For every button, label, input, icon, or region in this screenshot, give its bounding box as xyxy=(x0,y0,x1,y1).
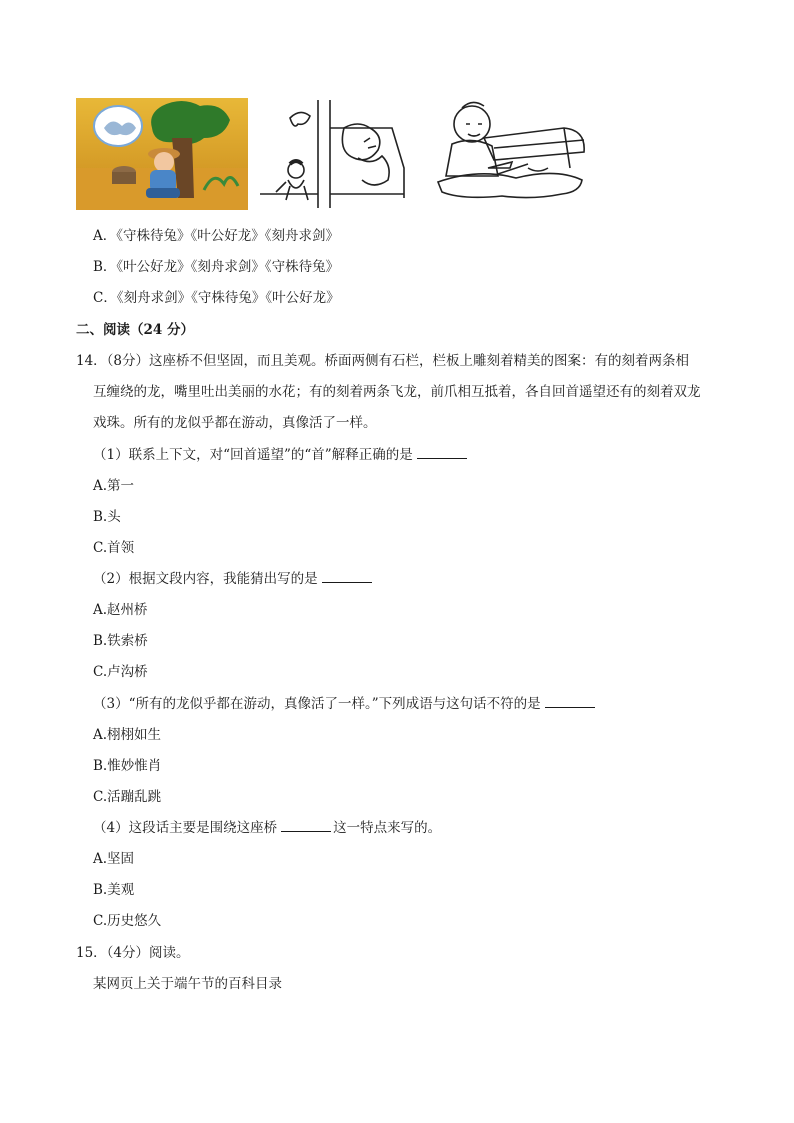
q14-sub4-option-c: C.历史悠久 xyxy=(93,913,162,929)
q14-sub4-option-a: A.坚固 xyxy=(93,851,135,867)
q15-subtitle: 某网页上关于端午节的百科目录 xyxy=(93,976,282,992)
q14-sub3-prompt-text: （3）“所有的龙似乎都在游动，真像活了一样。”下列成语与这句话不符的是 xyxy=(93,696,541,712)
q14-sub3-option-c: C.活蹦乱跳 xyxy=(93,789,162,805)
answer-blank-4[interactable] xyxy=(281,818,331,832)
q13-option-c: C．《刻舟求剑》《守株待兔》《叶公好龙》 xyxy=(93,290,340,306)
q15-title: 15．（4分）阅读。 xyxy=(76,945,190,961)
q14-sub2-option-a: A.赵州桥 xyxy=(93,602,148,618)
answer-blank-2[interactable] xyxy=(322,569,372,583)
rabbit-tree-illustration xyxy=(76,98,248,210)
q14-sub3-option-a: A.栩栩如生 xyxy=(93,727,162,743)
q14-sub2-prompt-text: （2）根据文段内容，我能猜出写的是 xyxy=(93,571,318,587)
q14-sub1-prompt xyxy=(93,445,467,465)
q13-option-b: B．《叶公好龙》《刻舟求剑》《守株待兔》 xyxy=(93,259,340,275)
q14-sub2-option-b: B.铁索桥 xyxy=(93,633,148,649)
q14-sub2-option-c: C.卢沟桥 xyxy=(93,664,148,680)
q14-sub4-prompt-after: 这一特点来写的。 xyxy=(333,820,442,836)
q14-passage-line-3: 戏珠。所有的龙似乎都在游动，真像活了一样。 xyxy=(93,415,377,431)
section-title: 二、阅读（24 分） xyxy=(76,322,194,338)
boat-sword-illustration xyxy=(428,98,594,210)
q14-sub1-option-c: C.首领 xyxy=(93,540,135,556)
q14-sub3-option-b: B.惟妙惟肖 xyxy=(93,758,162,774)
answer-blank-3[interactable] xyxy=(545,694,595,708)
q14-sub4-prompt-before: （4）这段话主要是围绕这座桥 xyxy=(93,820,278,836)
q14-sub4-prompt xyxy=(93,818,441,838)
q13-option-a: A．《守株待兔》《叶公好龙》《刻舟求剑》 xyxy=(93,228,339,244)
q14-sub3-prompt xyxy=(93,694,595,714)
answer-blank-1[interactable] xyxy=(417,445,467,459)
q14-sub1-prompt-text: （1）联系上下文，对“回首遥望”的“首”解释正确的是 xyxy=(93,447,413,463)
q14-sub1-option-a: A.第一 xyxy=(93,478,135,494)
q14-sub4-option-b: B.美观 xyxy=(93,882,135,898)
q14-passage-line-1: 14．（8分）这座桥不但坚固，而且美观。桥面两侧有石栏，栏板上雕刻着精美的图案：有的刻着两条相 xyxy=(76,353,690,369)
q14-sub1-option-b: B.头 xyxy=(93,509,121,525)
q14-sub2-prompt xyxy=(93,569,372,589)
illustration-row xyxy=(76,98,596,213)
q14-passage-line-2: 互缠绕的龙，嘴里吐出美丽的水花；有的刻着两条飞龙，前爪相互抵着，各自回首遥望还有的刻着双龙 xyxy=(93,384,701,400)
dragon-illustration xyxy=(260,98,410,210)
